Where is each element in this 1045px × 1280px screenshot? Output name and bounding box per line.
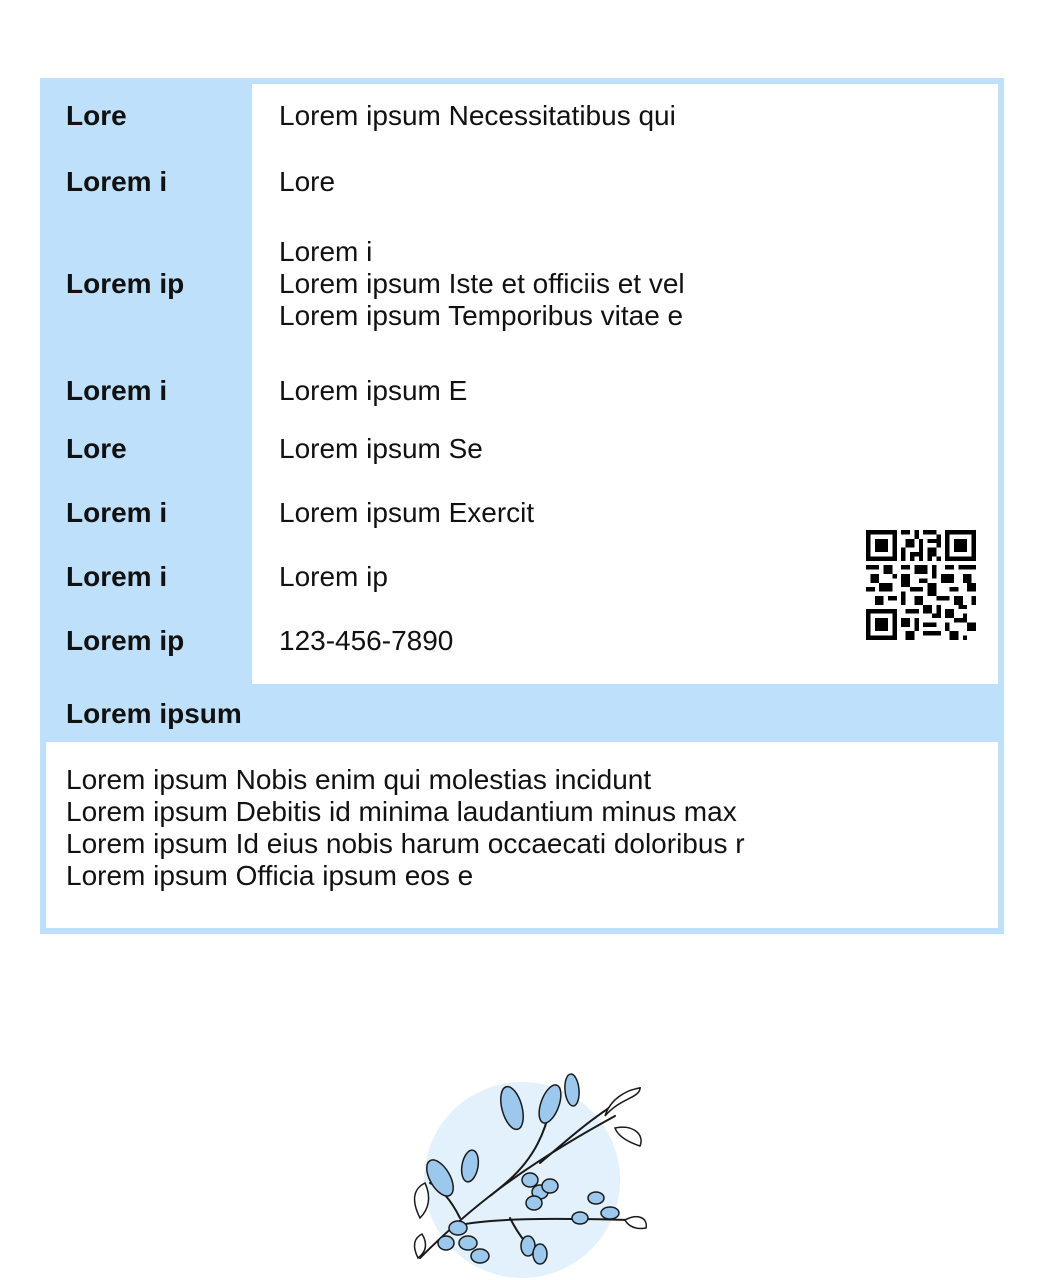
row-value-3c: Lorem ipsum Temporibus vitae e [279,300,684,331]
row-value-5: Lorem ipsum Se [279,433,483,464]
row-value-6: Lorem ipsum Exercit [279,497,535,528]
row-value-1: Lorem ipsum Necessitatibus qui [279,100,676,131]
row-label-4: Lorem i [66,375,168,406]
notes-panel [46,742,998,928]
row-label-8: Lorem ip [66,625,185,656]
row-value-3b: Lorem ipsum Iste et officiis et vel [279,268,685,299]
qr-code-icon [866,530,976,640]
note-line-2: Lorem ipsum Debitis id minima laudantium minus max [66,796,737,827]
row-label-1: Lore [66,100,127,131]
info-card [40,78,1004,934]
note-line-4: Lorem ipsum Officia ipsum eos e [66,860,474,891]
section-heading: Lorem ipsum [66,698,242,729]
row-label-7: Lorem i [66,561,168,592]
note-line-3: Lorem ipsum Id eius nobis harum occaecati doloribus r [66,828,745,859]
row-label-6: Lorem i [66,497,168,528]
row-value-phone: 123-456-7890 [279,625,454,656]
floral-illustration [400,1068,650,1280]
value-panel [252,84,998,684]
note-line-1: Lorem ipsum Nobis enim qui molestias incidunt [66,764,652,795]
row-label-5: Lore [66,433,127,464]
row-value-2: Lore [279,166,336,197]
row-value-4: Lorem ipsum E [279,375,468,406]
row-value-3a: Lorem i [279,236,373,267]
row-label-3: Lorem ip [66,268,185,299]
row-value-7: Lorem ip [279,561,388,592]
row-label-2: Lorem i [66,166,168,197]
